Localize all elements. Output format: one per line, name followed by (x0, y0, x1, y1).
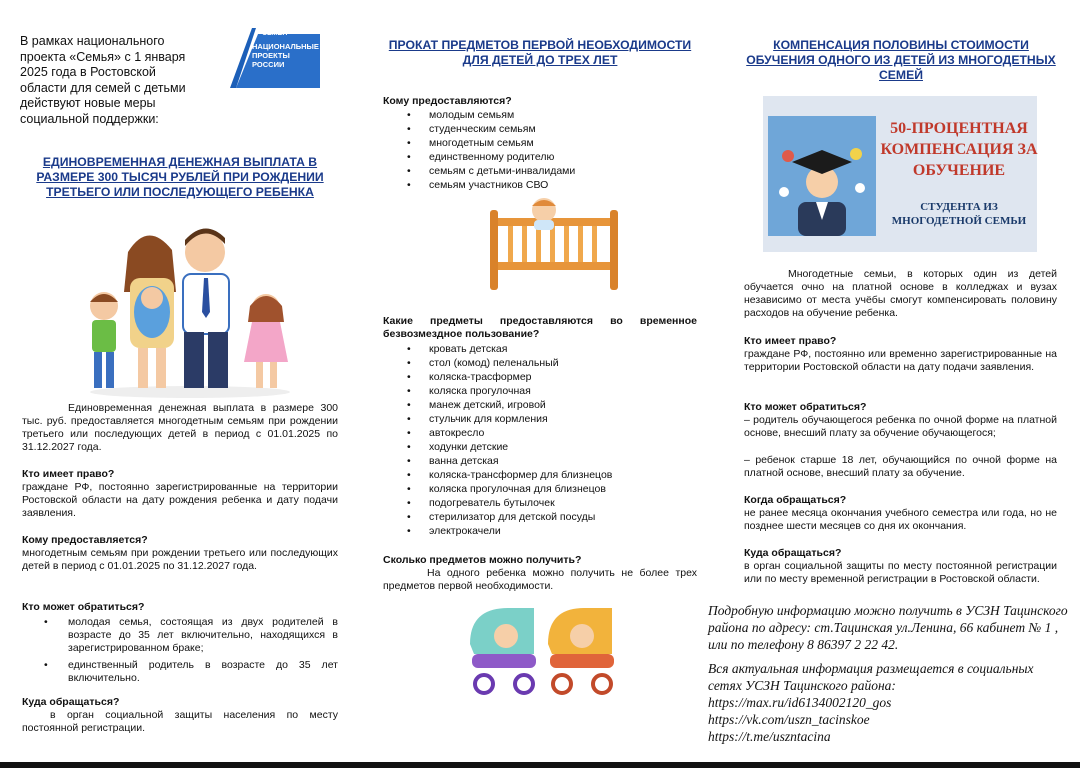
list-item: • семьям участников СВО (429, 178, 729, 192)
list-item: • стульчик для кормления (429, 412, 729, 426)
graduate-student-illustration (768, 116, 876, 236)
list-item: • стол (комод) пеленальный (429, 356, 729, 370)
list-item: • молодым семьям (429, 108, 729, 122)
comp-q-eligibility: Кто имеет право? (744, 335, 837, 347)
intro-text: В рамках национального проекта «Семья» с 1 января 2025 года в Ростовской области для семей с детьми действуют новые меры социальной поддержки: (20, 34, 186, 126)
logo-projects-label: НАЦИОНАЛЬНЫЕ ПРОЕКТЫ РОССИИ (252, 42, 319, 69)
list-item: • многодетным семьям (429, 136, 729, 150)
list-item: • коляска-трасформер (429, 370, 729, 384)
contact-info: Подробную информацию можно получить в УСЗН Тацинского района по адресу: ст.Тацинская ул.Ленина, 66 кабинет № 1 , или по телефону 8 86397 2 22 42. (708, 603, 1068, 652)
list-item: • студенческим семьям (429, 122, 729, 136)
rental-q-quantity: Сколько предметов можно получить? (383, 554, 582, 566)
payment-a-recipients: многодетным семьям при рождении третьего или последующих детей в период с 01.01.2025 по 31.12.2027 года. (22, 547, 338, 572)
list-item: • единственному родителю (429, 150, 729, 164)
banner-subtitle: СТУДЕНТА ИЗ МНОГОДЕТНОЙ СЕМЬИ (891, 201, 1027, 227)
payment-q-eligibility: Кто имеет право? (22, 468, 115, 480)
strollers-illustration (464, 604, 622, 696)
rental-recipients-list (383, 108, 729, 192)
list-item: • ванна детская (429, 454, 729, 468)
list-item: • кровать детская (429, 342, 729, 356)
list-item: • электрокачели (429, 524, 729, 538)
banner-title: 50-ПРОЦЕНТНАЯ КОМПЕНСАЦИЯ ЗА ОБУЧЕНИЕ (880, 120, 1038, 179)
comp-a-applicants-child: – ребенок старше 18 лет, обучающийся по очной форме на платной основе, внесший плату за обучение. (744, 454, 1057, 479)
comp-a-applicants-parent: – родитель обучающегося ребенка по очной форме на платной основе, внесший плату за обучение обучающегося; (744, 414, 1057, 439)
social-networks-note: Вся актуальная информация размещается в социальных сетях УСЗН Тацинского района: (708, 661, 1034, 693)
comp-q-applicants: Кто может обратиться? (744, 401, 867, 413)
payment-q-where: Куда обращаться? (22, 696, 120, 708)
list-item: • коляска прогулочная (429, 384, 729, 398)
rental-q-recipients: Кому предоставляются? (383, 95, 512, 107)
list-item: • манеж детский, игровой (429, 398, 729, 412)
payment-a-where: в орган социальной защиты населения по месту постоянной регистрации. (22, 709, 338, 734)
rental-items-list (383, 342, 729, 538)
link-telegram[interactable]: https://t.me/uszntacina (708, 729, 831, 744)
section-heading-rental: ПРОКАТ ПРЕДМЕТОВ ПЕРВОЙ НЕОБХОДИМОСТИ ДЛЯ ДЕТЕЙ ДО ТРЕХ ЛЕТ (388, 38, 692, 67)
list-item: • подогреватель бутылочек (429, 496, 729, 510)
list-item: • коляска-трансформер для близнецов (429, 468, 729, 482)
payment-a-eligibility: граждане РФ, постоянно зарегистрированные на территории Ростовской области на дату рождения ребенка и дату подачи заявления. (22, 481, 338, 519)
comp-a-when: не ранее месяца окончания учебного семестра или года, но не позднее шести месяцев со дня их окончания. (744, 507, 1057, 532)
compensation-description: Многодетные семьи, в которых один из детей обучается очно на платной основе в колледжах и вузах независимо от места учёбы смогут компенсировать половину расходов на обучение ребенка. (744, 268, 1057, 319)
list-item: • стерилизатор для детской посуды (429, 510, 729, 524)
comp-a-where: в орган социальной защиты по месту постоянной регистрации или по месту временной регистрации в Ростовской области. (744, 560, 1057, 585)
payment-q-applicants: Кто может обратиться? (22, 601, 145, 613)
rental-q-items: Какие предметы предоставляются во временное безвозмездное пользование? (383, 315, 697, 340)
family-illustration (80, 222, 300, 398)
payment-applicants-list (22, 616, 338, 687)
comp-q-when: Когда обращаться? (744, 494, 847, 506)
payment-description: Единовременная денежная выплата в размере 300 тыс. руб. предоставляется многодетным семьям при рождении третьего или последующих детей в период с 01.01.2025 по 31.12.2027 года. (22, 402, 338, 453)
link-max[interactable]: https://max.ru/id6134002120_gos (708, 695, 892, 710)
logo-family-label: СЕМЬЯ (262, 30, 288, 37)
link-vk[interactable]: https://vk.com/uszn_tacinskoe (708, 712, 870, 727)
list-item: • молодая семья, состоящая из двух родителей в возрасте до 35 лет включительно, находящихся в зарегистрированном браке; (68, 616, 338, 655)
payment-q-recipients: Кому предоставляется? (22, 534, 148, 546)
crib-illustration (488, 196, 620, 292)
rental-a-quantity: На одного ребенка можно получить не более трех предметов первой необходимости. (383, 567, 697, 592)
list-item: • ходунки детские (429, 440, 729, 454)
bottom-border (0, 762, 1080, 768)
list-item: • семьям с детьми-инвалидами (429, 164, 729, 178)
list-item: • коляска прогулочная для близнецов (429, 482, 729, 496)
section-heading-compensation: КОМПЕНСАЦИЯ ПОЛОВИНЫ СТОИМОСТИ ОБУЧЕНИЯ ОДНОГО ИЗ ДЕТЕЙ ИЗ МНОГОДЕТНЫХ СЕМЕЙ (746, 38, 1056, 82)
comp-q-where: Куда обращаться? (744, 547, 842, 559)
section-heading-payment: ЕДИНОВРЕМЕННАЯ ДЕНЕЖНАЯ ВЫПЛАТА В РАЗМЕРЕ 300 ТЫСЯЧ РУБЛЕЙ ПРИ РОЖДЕНИИ ТРЕТЬЕГО ИЛИ ПОСЛЕДУЮЩЕГО РЕБЕНКА (36, 155, 324, 199)
comp-a-eligibility: граждане РФ, постоянно или временно зарегистрированные на территории Ростовской области на дату подачи заявления. (744, 348, 1057, 373)
list-item: • единственный родитель в возрасте до 35 лет включительно. (68, 659, 338, 685)
list-item: • автокресло (429, 426, 729, 440)
